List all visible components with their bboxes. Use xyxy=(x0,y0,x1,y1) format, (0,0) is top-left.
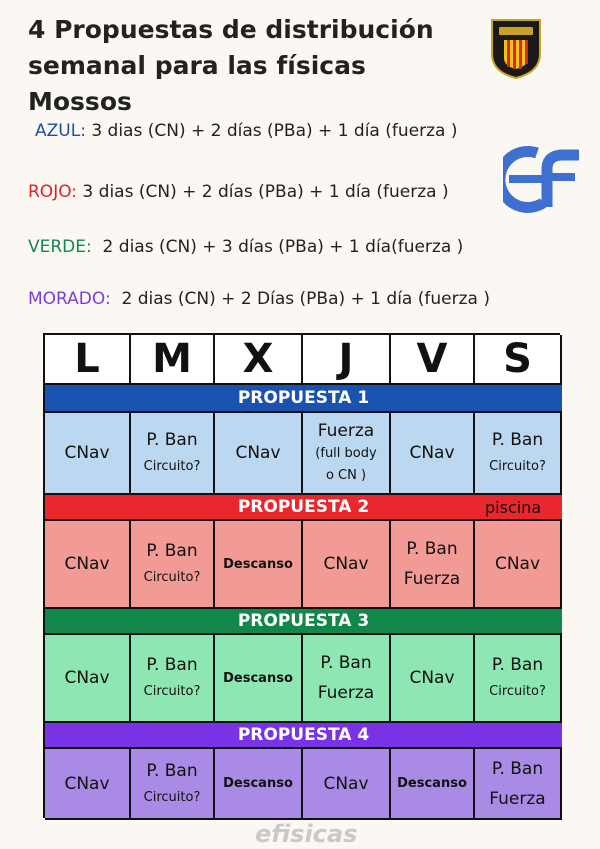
cell-text: P. Ban xyxy=(491,655,544,675)
legend-text: 3 dias (CN) + 2 días (PBa) + 1 día (fuerza ) xyxy=(85,121,458,141)
proposal-title: PROPUESTA 3 xyxy=(237,611,370,631)
cell-text: P. Ban xyxy=(491,430,544,450)
cell-text: CNav xyxy=(323,773,369,794)
cell-text: P. Ban xyxy=(320,653,372,673)
cell-text: Circuito? xyxy=(489,459,546,474)
schedule-cell xyxy=(303,413,391,495)
schedule-cell xyxy=(215,635,303,723)
page-title xyxy=(28,12,468,120)
schedule-cell xyxy=(215,749,303,820)
schedule-cell xyxy=(475,749,562,820)
day-label: V xyxy=(416,336,448,382)
day-header xyxy=(303,335,391,385)
schedule-grid xyxy=(43,333,560,818)
cell-text: Descanso xyxy=(223,670,293,686)
cell-text: CNav xyxy=(64,668,110,688)
legend-text: 3 dias (CN) + 2 días (PBa) + 1 día (fuerza ) xyxy=(77,182,449,202)
schedule-cell xyxy=(45,749,131,820)
schedule-cell xyxy=(391,521,475,609)
schedule-cell xyxy=(303,749,391,820)
schedule-cell xyxy=(391,413,475,495)
day-header xyxy=(215,335,303,385)
cell-text: Descanso xyxy=(223,556,293,572)
legend-row xyxy=(28,237,463,257)
cell-text: Descanso xyxy=(223,776,293,791)
schedule-cell xyxy=(475,521,562,609)
day-label: J xyxy=(338,336,354,382)
efisicas-logo-icon xyxy=(503,145,581,213)
cell-text: CNav xyxy=(64,443,110,463)
cell-text: Fuerza xyxy=(317,683,375,703)
day-label: X xyxy=(242,336,274,382)
cell-text: Fuerza xyxy=(317,421,375,441)
cell-text: Circuito? xyxy=(489,684,546,699)
cell-text: Circuito? xyxy=(143,459,201,474)
legend-row xyxy=(28,182,449,202)
cell-text: Circuito? xyxy=(143,570,201,585)
proposal-extra-note: piscina xyxy=(485,498,542,517)
proposal-band xyxy=(45,609,562,635)
legend-row xyxy=(28,289,490,309)
day-header xyxy=(475,335,562,385)
schedule-cell xyxy=(131,635,215,723)
legend-color-label: AZUL: xyxy=(35,121,86,141)
proposal-title: PROPUESTA 4 xyxy=(237,725,370,745)
day-label: L xyxy=(74,336,100,382)
schedule-cell xyxy=(131,521,215,609)
cell-text: P. Ban xyxy=(491,758,544,779)
cell-text: P. Ban xyxy=(146,541,198,561)
cell-text: Fuerza xyxy=(489,788,546,809)
schedule-cell xyxy=(303,635,391,723)
cell-text: (full body xyxy=(315,446,377,461)
title-line-1: 4 Propuestas de distribución xyxy=(28,15,434,44)
legend-text: 2 dias (CN) + 2 Días (PBa) + 1 día (fuerza ) xyxy=(110,289,490,309)
proposal-title: PROPUESTA 1 xyxy=(237,388,370,408)
cell-text: CNav xyxy=(323,554,369,574)
legend-color-label: ROJO: xyxy=(28,182,78,202)
cell-text: CNav xyxy=(235,443,281,463)
proposal-band xyxy=(45,385,562,413)
schedule-cell xyxy=(303,521,391,609)
schedule-cell xyxy=(215,413,303,495)
cell-text: o CN ) xyxy=(325,468,367,483)
cell-text: CNav xyxy=(409,443,455,463)
schedule-cell xyxy=(45,413,131,495)
day-header xyxy=(391,335,475,385)
proposal-title: PROPUESTA 2 xyxy=(237,497,370,517)
cell-text: Circuito? xyxy=(143,684,201,699)
cell-text: CNav xyxy=(64,554,110,574)
cell-text: CNav xyxy=(64,773,110,794)
cell-text: Circuito? xyxy=(143,789,201,805)
day-label: S xyxy=(503,336,532,382)
cell-text: CNav xyxy=(494,554,541,574)
proposal-band xyxy=(45,723,562,749)
schedule-cell xyxy=(475,635,562,723)
cell-text: Descanso xyxy=(397,776,467,791)
cell-text: P. Ban xyxy=(146,655,198,675)
schedule-cell xyxy=(131,749,215,820)
schedule-cell xyxy=(391,749,475,820)
day-header xyxy=(45,335,131,385)
cell-text: Fuerza xyxy=(403,569,461,589)
title-line-2: semanal para las físicas Mossos xyxy=(28,51,366,116)
schedule-cell xyxy=(475,413,562,495)
cell-text: P. Ban xyxy=(406,539,458,559)
schedule-cell xyxy=(45,521,131,609)
legend-color-label: VERDE: xyxy=(28,237,92,257)
legend-color-label: MORADO: xyxy=(28,289,111,309)
day-header xyxy=(131,335,215,385)
footer-logo: efisicas xyxy=(255,820,358,848)
cell-text: P. Ban xyxy=(146,430,198,450)
legend-text: 2 dias (CN) + 3 días (PBa) + 1 día(fuerza ) xyxy=(91,237,464,257)
cell-text: P. Ban xyxy=(146,760,198,781)
schedule-cell xyxy=(45,635,131,723)
schedule-cell xyxy=(391,635,475,723)
day-label: M xyxy=(152,336,192,382)
cell-text: CNav xyxy=(409,668,455,688)
schedule-cell xyxy=(215,521,303,609)
schedule-cell xyxy=(131,413,215,495)
police-badge-icon xyxy=(486,14,546,80)
legend-row xyxy=(35,121,457,141)
